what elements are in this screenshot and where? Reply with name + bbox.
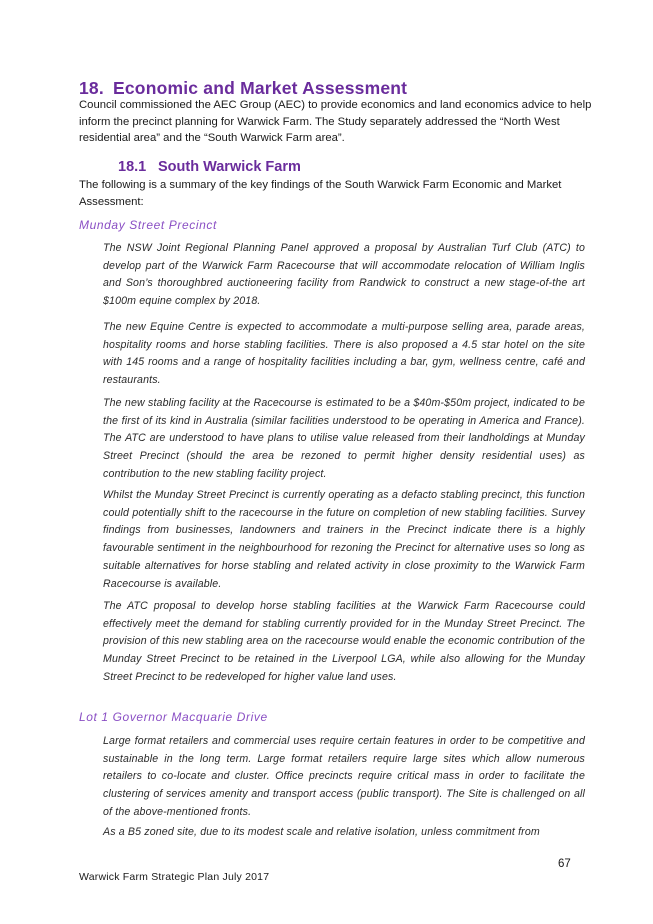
munday-paragraph-5: The ATC proposal to develop horse stabling facilities at the Warwick Farm Racecourse could effectively meet the demand for stabling currently provided for in the Munday Street Precinct. The provision of this new stabling area on the racecourse would enable the economic contribution of the Munday Street Precinct to be retained in the Liverpool LGA, while also allowing for the Munday Street Precinct to be redeveloped for higher value land uses. — [103, 600, 585, 683]
section-heading — [79, 78, 407, 99]
munday-paragraph-2: The new Equine Centre is expected to accommodate a multi-purpose selling area, parade areas, hospitality rooms and horse stabling facilities. There is also proposed a 4.5 star hotel on the site with 145 rooms and a range of hospitality facilities including a bar, gym, wellness centre, café and restaurants. — [103, 321, 585, 387]
section-title: Economic and Market Assessment — [113, 78, 408, 98]
subsection-title: South Warwick Farm — [158, 159, 301, 175]
subsection-heading — [118, 159, 301, 175]
page-number: 67 — [558, 858, 571, 870]
munday-paragraph-4: Whilst the Munday Street Precinct is currently operating as a defacto stabling precinct, this function could potentially shift to the racecourse in the future on completion of new stabling facilities. Survey findings from businesses, landowners and trainers in the Precinct indicate there is a highly favourable sentiment in the neighbourhood for rezoning the Precinct for alternative uses so long as suitable alternatives for horse stabling and related activity in close proximity to the Warwick Farm Racecourse is available. — [103, 489, 585, 590]
section-intro: Council commissioned the AEC Group (AEC) to provide economics and land economics advice to help inform the precinct planning for Warwick Farm. The Study separately addressed the “North West residential area” and the “South Warwick Farm area”. — [79, 99, 592, 144]
lot1-heading: Lot 1 Governor Macquarie Drive — [79, 710, 268, 724]
subsection-summary: The following is a summary of the key findings of the South Warwick Farm Economic and Market Assessment: — [79, 179, 562, 208]
lot1-paragraph-2: As a B5 zoned site, due to its modest scale and relative isolation, unless commitment from — [103, 826, 540, 838]
lot1-paragraph-1: Large format retailers and commercial uses require certain features in order to be competitive and sustainable in the long term. Large format retailers require large sites which allow numerous retailers to co-locate and cluster. Office precincts require critical mass in order to facilitate the clustering of services amenity and transport access (public transport). The Site is challenged on all of the above-mentioned fronts. — [103, 735, 585, 818]
section-number: 18. — [79, 78, 104, 98]
munday-paragraph-3: The new stabling facility at the Racecourse is estimated to be a $40m-$50m project, indicated to be the first of its kind in Australia (similar facilities understood to be operating in America and France). The ATC are understood to have plans to utilise value released from their landholdings at Munday Street Precinct (should the area be rezoned to permit higher density residential uses) as contribution to the new stabling facility project. — [103, 397, 585, 480]
munday-street-heading: Munday Street Precinct — [79, 218, 217, 232]
munday-paragraph-1: The NSW Joint Regional Planning Panel approved a proposal by Australian Turf Club (ATC) to develop part of the Warwick Farm Racecourse that will accommodate relocation of William Inglis and Son’s thoroughbred auctioneering facility from Randwick to construct a new stage-of-the art $100m equine complex by 2018. — [103, 242, 585, 308]
footer-title: Warwick Farm Strategic Plan July 2017 — [79, 871, 270, 883]
subsection-number: 18.1 — [118, 159, 147, 175]
